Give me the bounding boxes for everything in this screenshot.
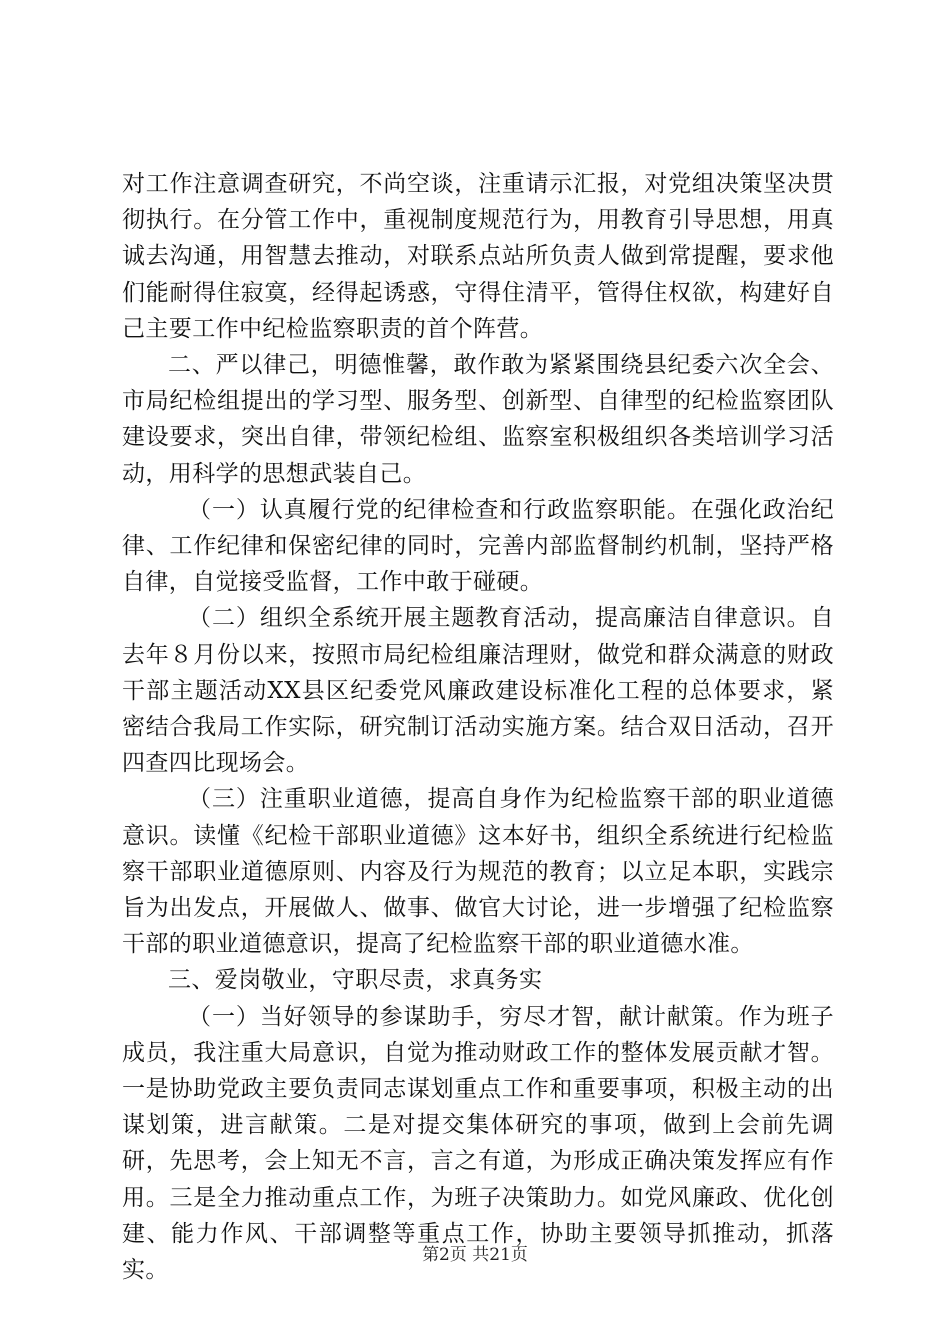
paragraph-section-three-heading: 三、爱岗敬业，守职尽责，求真务实: [168, 967, 543, 994]
paragraph-subsection-three: （三）注重职业道德，提高自身作为纪检监察干部的职业道德意识。读懂《纪检干部职业道德》这本好书，组织全系统进行纪检监察干部职业道德原则、内容及行为规范的教育；以立足本职，实践宗旨为出发点，开展做人、做事、做官大讨论，进一步增强了纪检监察干部的职业道德意识，提高了纪检监察干部的职业道德水准。: [122, 786, 834, 958]
paragraph-section-three-one: （一）当好领导的参谋助手，穷尽才智，献计献策。作为班子成员，我注重大局意识，自觉为推动财政工作的整体发展贡献才智。一是协助党政主要负责同志谋划重点工作和重要事项，积极主动的出谋划策，进言献策。二是对提交集体研究的事项，做到上会前先调研，先思考，会上知无不言，言之有道，为形成正确决策发挥应有作用。三是全力推动重点工作，为班子决策助力。如党风廉政、优化创建、能力作风、干部调整等重点工作，协助主要领导抓推动，抓落实。: [122, 1003, 834, 1284]
paragraph-section-two: 二、严以律己，明德惟馨，敢作敢为紧紧围绕县纪委六次全会、市局纪检组提出的学习型、服务型、创新型、自律型的纪检监察团队建设要求，突出自律，带领纪检组、监察室积极组织各类培训学习活动，用科学的思想武装自己。: [122, 352, 834, 487]
paragraph-subsection-two: （二）组织全系统开展主题教育活动，提高廉洁自律意识。自去年８月份以来，按照市局纪检组廉洁理财，做党和群众满意的财政干部主题活动XX县区纪委党风廉政建设标准化工程的总体要求，紧密结合我局工作实际，研究制订活动实施方案。结合双日活动，召开四查四比现场会。: [122, 605, 834, 777]
paragraph-continuation: 对工作注意调查研究，不尚空谈，注重请示汇报，对党组决策坚决贯彻执行。在分管工作中，重视制度规范行为，用教育引导思想，用真诚去沟通，用智慧去推动，对联系点站所负责人做到常提醒，要求他们能耐得住寂寞，经得起诱惑，守得住清平，管得住权欲，构建好自己主要工作中纪检监察职责的首个阵营。: [122, 171, 834, 342]
page-number-footer: 第2页 共21页: [422, 1245, 528, 1265]
paragraph-subsection-one: （一）认真履行党的纪律检查和行政监察职能。在强化政治纪律、工作纪律和保密纪律的同时，完善内部监督制约机制，坚持严格自律，自觉接受监督，工作中敢于碰硬。: [122, 496, 834, 596]
document-body: [122, 166, 834, 1288]
